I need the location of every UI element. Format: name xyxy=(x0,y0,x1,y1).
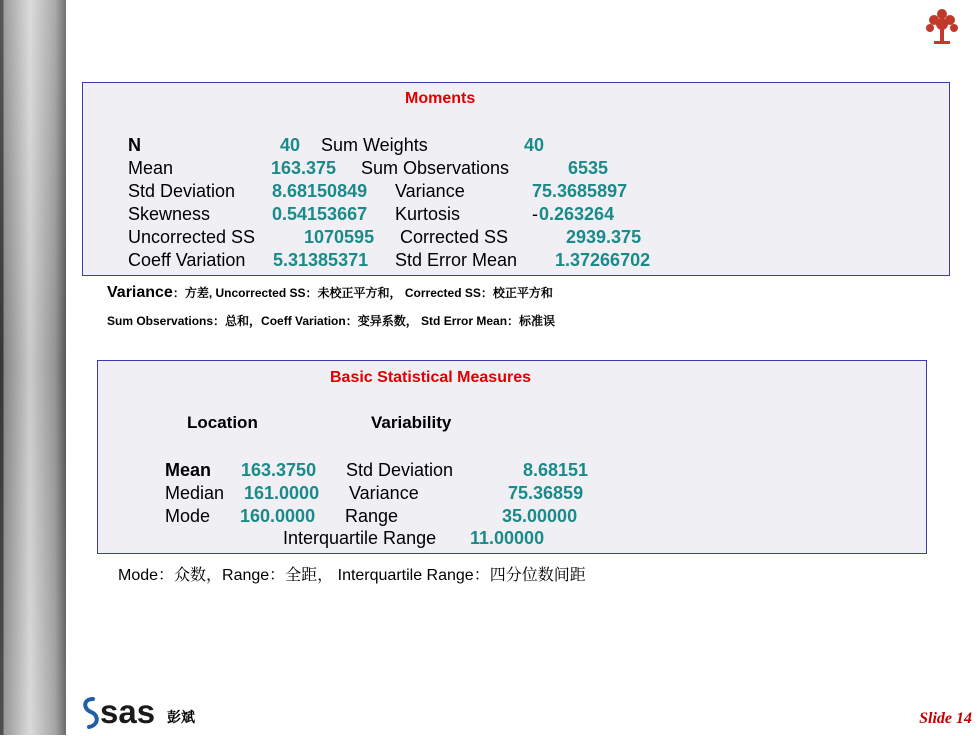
moments-title: Moments xyxy=(405,90,476,107)
moments-value: 0.54153667 xyxy=(272,204,368,224)
note-line-2: Sum Observations：总和，Coeff Variation：变异系数， Std Error Mean：标准误 xyxy=(107,314,556,328)
tree-logo-icon xyxy=(924,6,960,48)
basic-value: 160.0000 xyxy=(240,506,316,526)
basic-label: Median xyxy=(165,483,225,503)
sas-logo xyxy=(79,695,209,736)
moments-value: 8.68150849 xyxy=(272,181,368,201)
moments-value: 40 xyxy=(280,135,301,155)
moments-label: Coeff Variation xyxy=(128,250,246,270)
note-variance-term: Variance xyxy=(107,284,173,301)
moments-value: 40 xyxy=(524,135,545,155)
iqr-label: Interquartile Range xyxy=(283,528,437,548)
basic-value: 8.68151 xyxy=(523,460,589,480)
moments-value: 163.375 xyxy=(271,158,337,178)
basic-label: Variance xyxy=(349,483,419,503)
note-mode-range: Mode：众数，Range：全距， Interquartile Range：四分位数间距 xyxy=(118,567,586,584)
left-decorative-bar xyxy=(0,0,66,735)
moments-value: 1.37266702 xyxy=(555,250,651,270)
moments-value: 0.263264 xyxy=(539,204,615,224)
moments-label: Variance xyxy=(395,181,465,201)
basic-value: 163.3750 xyxy=(241,460,317,480)
moments-label: N xyxy=(128,135,141,155)
basic-value: 75.36859 xyxy=(508,483,584,503)
basic-measures-panel xyxy=(97,360,927,554)
moments-value: 2939.375 xyxy=(566,227,642,247)
sas-logo-text: sas xyxy=(100,693,156,730)
basic-value: 35.00000 xyxy=(502,506,578,526)
moments-label: Skewness xyxy=(128,204,211,224)
moments-label: Std Error Mean xyxy=(395,250,518,270)
moments-value: 5.31385371 xyxy=(273,250,369,270)
moments-label: Mean xyxy=(128,158,174,178)
moments-label: Corrected SS xyxy=(400,227,509,247)
moments-value: 75.3685897 xyxy=(532,181,628,201)
moments-panel xyxy=(82,82,950,276)
moments-label: Uncorrected SS xyxy=(128,227,256,247)
basic-value: 161.0000 xyxy=(244,483,320,503)
moments-value: 6535 xyxy=(568,158,609,178)
variability-header: Variability xyxy=(371,413,452,432)
moments-label: Kurtosis xyxy=(395,204,461,224)
note-line-1-rest: ：方差, Uncorrected SS：未校正平方和， Corrected SS：校正平方和 xyxy=(172,286,553,300)
iqr-value: 11.00000 xyxy=(470,528,545,548)
basic-label: Mean xyxy=(165,460,212,480)
slide-number: Slide 14 xyxy=(919,710,972,727)
basic-measures-title: Basic Statistical Measures xyxy=(330,369,531,386)
moments-label: Sum Observations xyxy=(361,158,510,178)
basic-label: Mode xyxy=(165,506,211,526)
basic-label: Range xyxy=(345,506,399,526)
note-line-1 xyxy=(107,284,553,302)
moments-sign: - xyxy=(532,204,538,224)
moments-value: 1070595 xyxy=(304,227,375,247)
moments-label: Sum Weights xyxy=(321,135,428,155)
location-header: Location xyxy=(187,413,258,432)
author-name: 彭斌 xyxy=(167,709,195,725)
moments-label: Std Deviation xyxy=(128,181,236,201)
basic-label: Std Deviation xyxy=(346,460,454,480)
